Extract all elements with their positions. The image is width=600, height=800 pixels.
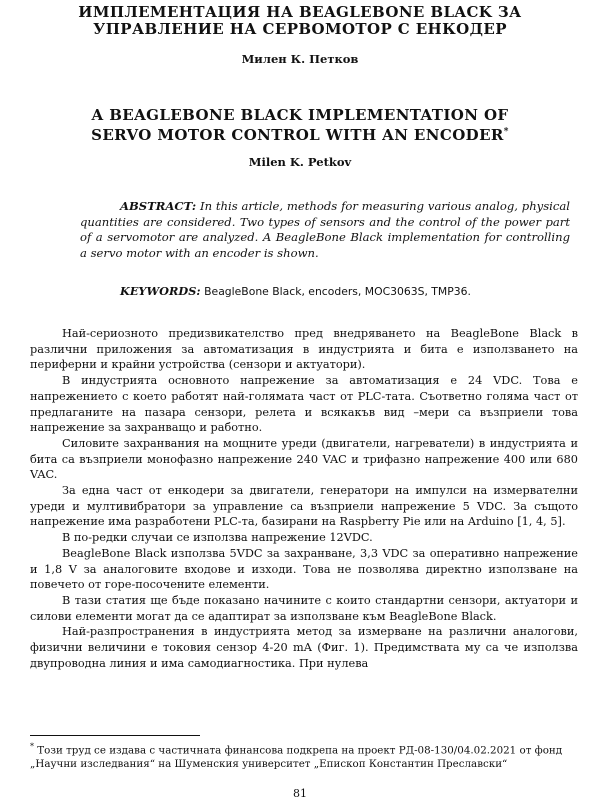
title-english-line-1: A BEAGLEBONE BLACK IMPLEMENTATION OF: [91, 106, 509, 124]
title-english: [20, 107, 580, 144]
abstract-label: ABSTRACT:: [120, 199, 197, 213]
keywords: [80, 284, 570, 299]
author-bulgarian: Милен К. Петков: [241, 52, 359, 66]
body-text: [30, 326, 578, 671]
footnote-mark: *: [30, 742, 34, 751]
paragraph: За една част от енкодери за двигатели, генератори на импулси на измервателни уреди и мултивибратори за управление са възприели напрежение 5 VDC. За същото напрежение има разработени PLC-та, базирани на Raspberry Pie или на Arduino [1, 4, 5].: [30, 484, 578, 529]
author-english: Milen K. Petkov: [248, 155, 352, 169]
paragraph: Най-разпространения в индустрията метод за измерване на различни аналогови, физични величини е токовия сензор 4-20 mA (Фиг. 1). Предимствата му са че използва двупроводна линия и има самодиагностика. При нулева: [30, 625, 578, 670]
keywords-text: BeagleBone Black, encoders, MOC3063S, TMP36.: [204, 285, 471, 298]
paragraph: BeagleBone Black използва 5VDC за захранване, 3,3 VDC за оперативно напрежение и 1,8 V за аналоговите входове и изходи. Това не позволява директно използване на повечето от горе-посочените елементи.: [30, 546, 578, 592]
page-number: 81: [293, 787, 307, 800]
title-bulgarian: [20, 4, 580, 38]
keywords-label: KEYWORDS:: [120, 284, 201, 298]
paragraph: В индустрията основното напрежение за автоматизация е 24 VDC. Това е напрежението с което работят най-голямата част от PLC-тата. Съответно голяма част от предлаганите на пазара сензори, релета и всякакъв вид –мери са възприели това напрежение за захранващо и работно.: [30, 374, 578, 435]
abstract-text: In this article, methods for measuring various analog, physical quantities are considered. Two types of sensors and the control of the power part of a servomotor are analyzed. A BeagleBone Black implementation for controlling a servo motor with an encoder is shown.: [80, 199, 570, 260]
paragraph: В тази статия ще бъде показано начините с които стандартни сензори, актуатори и силови елементи могат да се адаптират за използване към BeagleBone Black.: [30, 593, 578, 623]
paragraph: Силовите захранвания на мощните уреди (двигатели, нагреватели) в индустрията и бита са възприели монофазно напрежение 240 VAC и трифазно напрежение 400 или 680 VAC.: [30, 436, 578, 482]
paragraph: Най-сериозното предизвикателство пред внедряването на BeagleBone Black в различни приложения за автоматизация в индустрията и бита е използването на периферни и крайни устройства (сензори и актуатори).: [30, 327, 578, 372]
footnote: [30, 740, 570, 771]
title-bulgarian-line-1: ИМПЛЕМЕНТАЦИЯ НА BEAGLEBONE BLACK ЗА: [78, 3, 522, 21]
title-english-line-2: SERVO MOTOR CONTROL WITH AN ENCODER*: [91, 126, 509, 144]
footnote-divider: [30, 735, 200, 736]
title-footnote-mark: *: [503, 127, 509, 137]
paragraph: В по-редки случаи се използва напрежение 12VDC.: [62, 531, 373, 545]
footnote-text: Този труд се издава с частичната финансова подкрепа на проект РД-08-130/04.02.2021 от фонд „Научни изследвания“ на Шуменския университет „Епископ Константин Преславски“: [30, 744, 563, 771]
abstract: [80, 199, 570, 261]
title-bulgarian-line-2: УПРАВЛЕНИЕ НА СЕРВОМОТОР С ЕНКОДЕР: [93, 20, 507, 38]
